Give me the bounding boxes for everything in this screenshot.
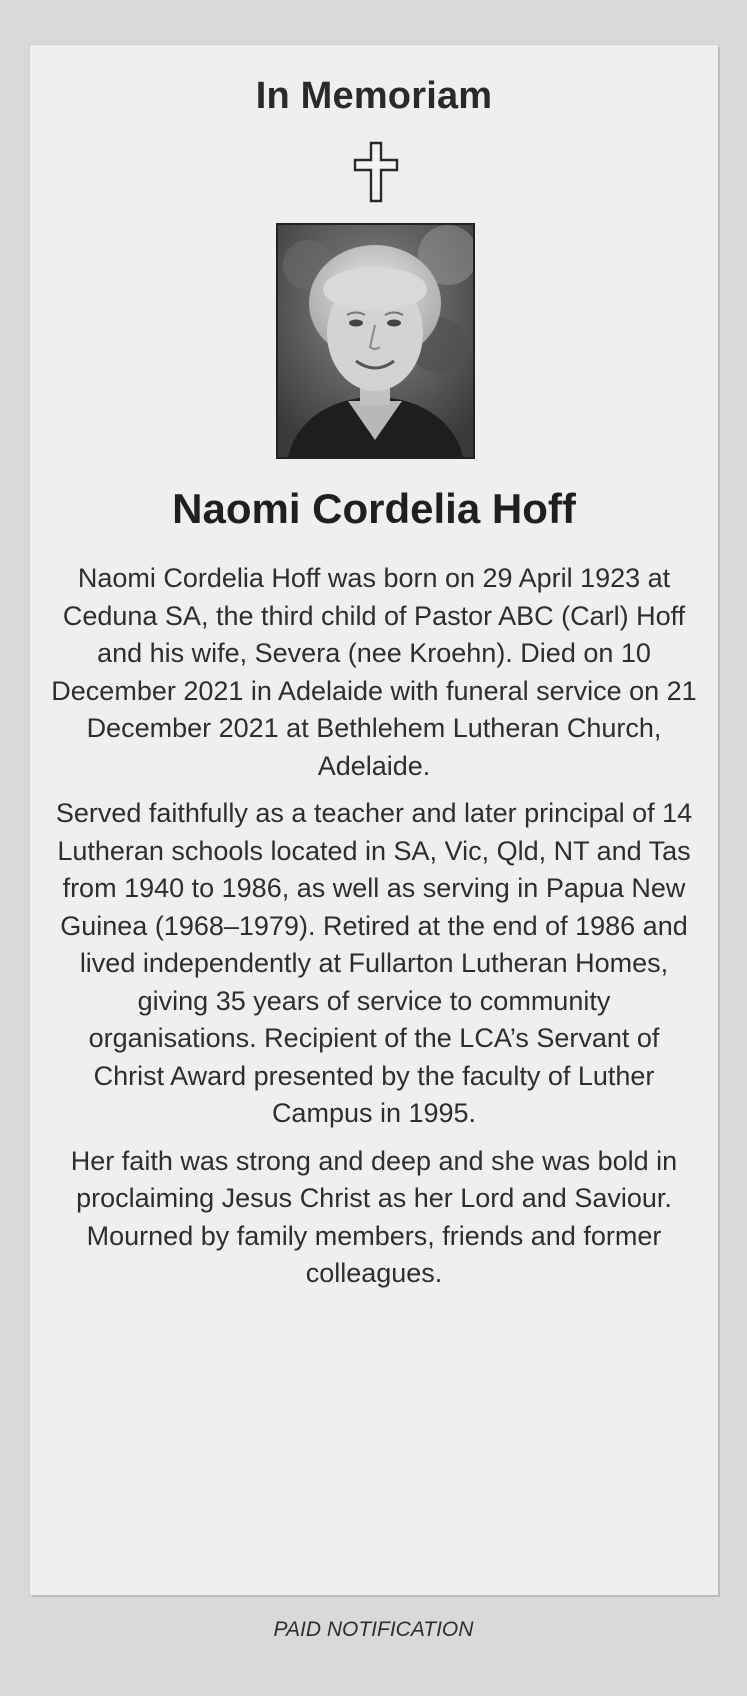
notice-body [50,560,698,1303]
paragraph-birth-death: Naomi Cordelia Hoff was born on 29 April 1923 at Ceduna SA, the third child of Pastor ABC (Carl) Hoff and his wife, Severa (nee Kroehn). Died on 10 December 2021 in Adelaide with funeral service on 21 December 2021 at Bethlehem Lutheran Church, Adelaide. [51,563,697,781]
portrait-illustration [278,225,473,457]
cross-icon [351,140,401,204]
portrait-photo [276,223,475,459]
paragraph-service: Served faithfully as a teacher and later principal of 14 Lutheran schools located in SA, Vic, Qld, NT and Tas from 1940 to 1986, as well as serving in Papua New Guinea (1968–1979). Retired at the end of 1986 and lived independently at Fullarton Lutheran Homes, giving 35 years of service to community organisations. Recipient of the LCA’s Servant of Christ Award presented by the faculty of Luther Campus in 1995. [55,798,693,1128]
deceased-name: Naomi Cordelia Hoff [172,485,576,532]
paid-notification-label: PAID NOTIFICATION [273,1618,474,1641]
notice-heading: In Memoriam [255,75,493,117]
paragraph-faith: Her faith was strong and deep and she was bold in proclaiming Jesus Christ as her Lord and Saviour. Mourned by family members, friends and former colleagues. [70,1145,678,1288]
memorial-notice-card [30,45,718,1595]
